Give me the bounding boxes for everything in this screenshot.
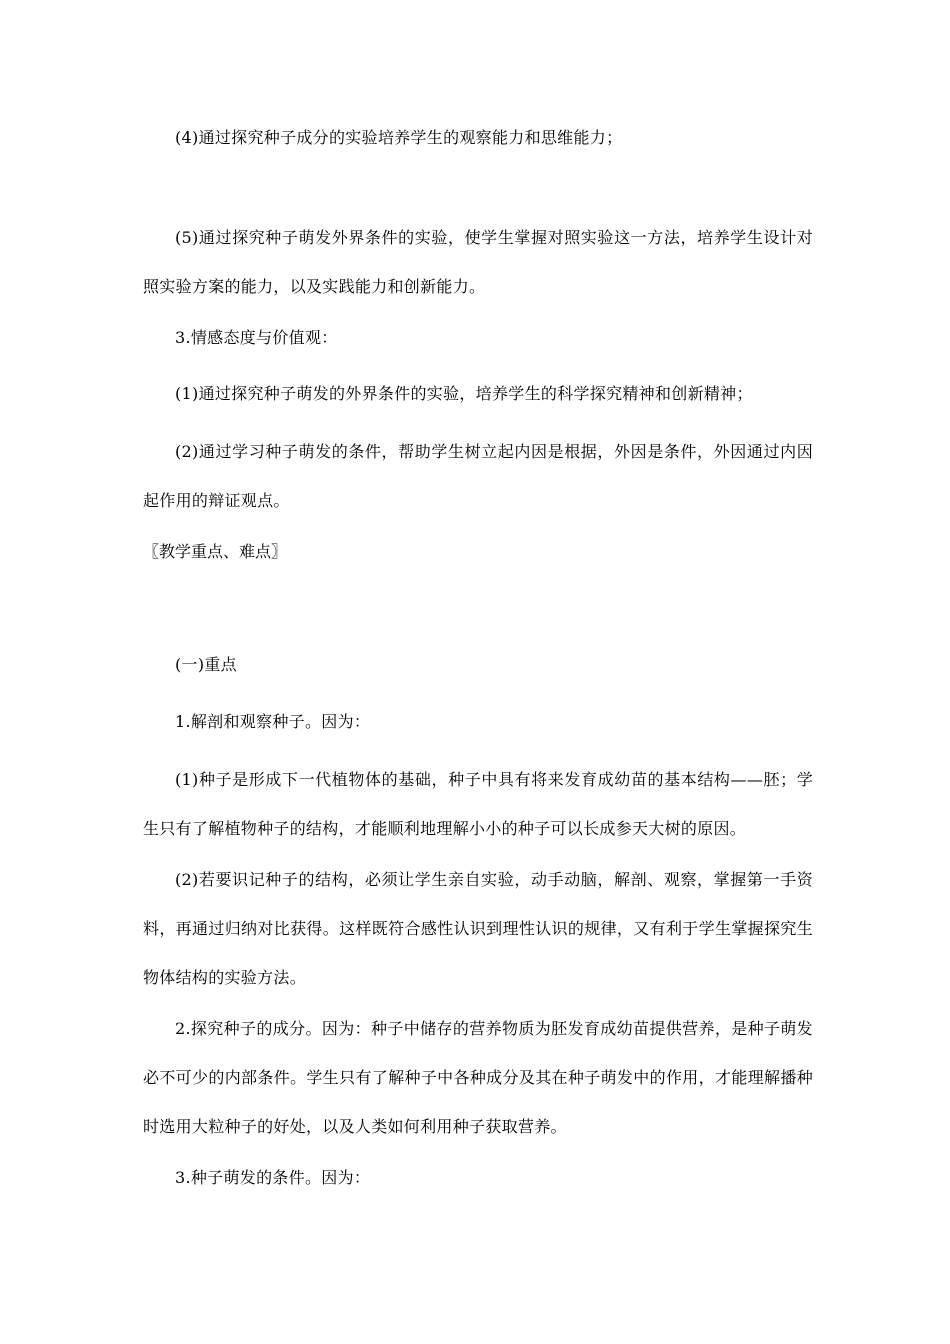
attitude-item-2: (2)通过学习种子萌发的条件，帮助学生树立起内因是根据，外因是条件，外因通过内因起作用的辩证观点。	[143, 442, 813, 510]
key-point-1-reason-1: (1)种子是形成下一代植物体的基础，种子中具有将来发育成幼苗的基本结构——胚；学生只有了解植物种子的结构，才能顺利地理解小小的种子可以长成参天大树的原因。	[143, 770, 813, 838]
key-point-1: 1.解剖和观察种子。因为：	[175, 712, 371, 731]
attitude-item-1: (1)通过探究种子萌发的外界条件的实验，培养学生的科学探究精神和创新精神；	[175, 384, 753, 403]
key-points-title: (一)重点	[175, 655, 237, 674]
objective-item-4: (4)通过探究种子成分的实验培养学生的观察能力和思维能力；	[175, 128, 623, 147]
section-3-heading: 3.情感态度与价值观：	[175, 328, 338, 347]
key-point-1-reason-2: (2)若要识记种子的结构，必须让学生亲自实验，动手动脑，解剖、观察，掌握第一手资料，再通过归纳对比获得。这样既符合感性认识到理性认识的规律，又有利于学生掌握探究生物体结构的实验方法。	[143, 870, 813, 987]
objective-item-5: (5)通过探究种子萌发外界条件的实验，使学生掌握对照实验这一方法，培养学生设计对照实验方案的能力，以及实践能力和创新能力。	[143, 228, 813, 296]
key-point-2: 2.探究种子的成分。因为：种子中储存的营养物质为胚发育成幼苗提供营养，是种子萌发必不可少的内部条件。学生只有了解种子中各种成分及其在种子萌发中的作用，才能理解播种时选用大粒种子的好处，以及人类如何利用种子获取营养。	[143, 1019, 813, 1136]
key-difficult-points-title: 〖教学重点、难点〗	[143, 542, 288, 561]
key-point-3: 3.种子萌发的条件。因为：	[175, 1168, 371, 1187]
